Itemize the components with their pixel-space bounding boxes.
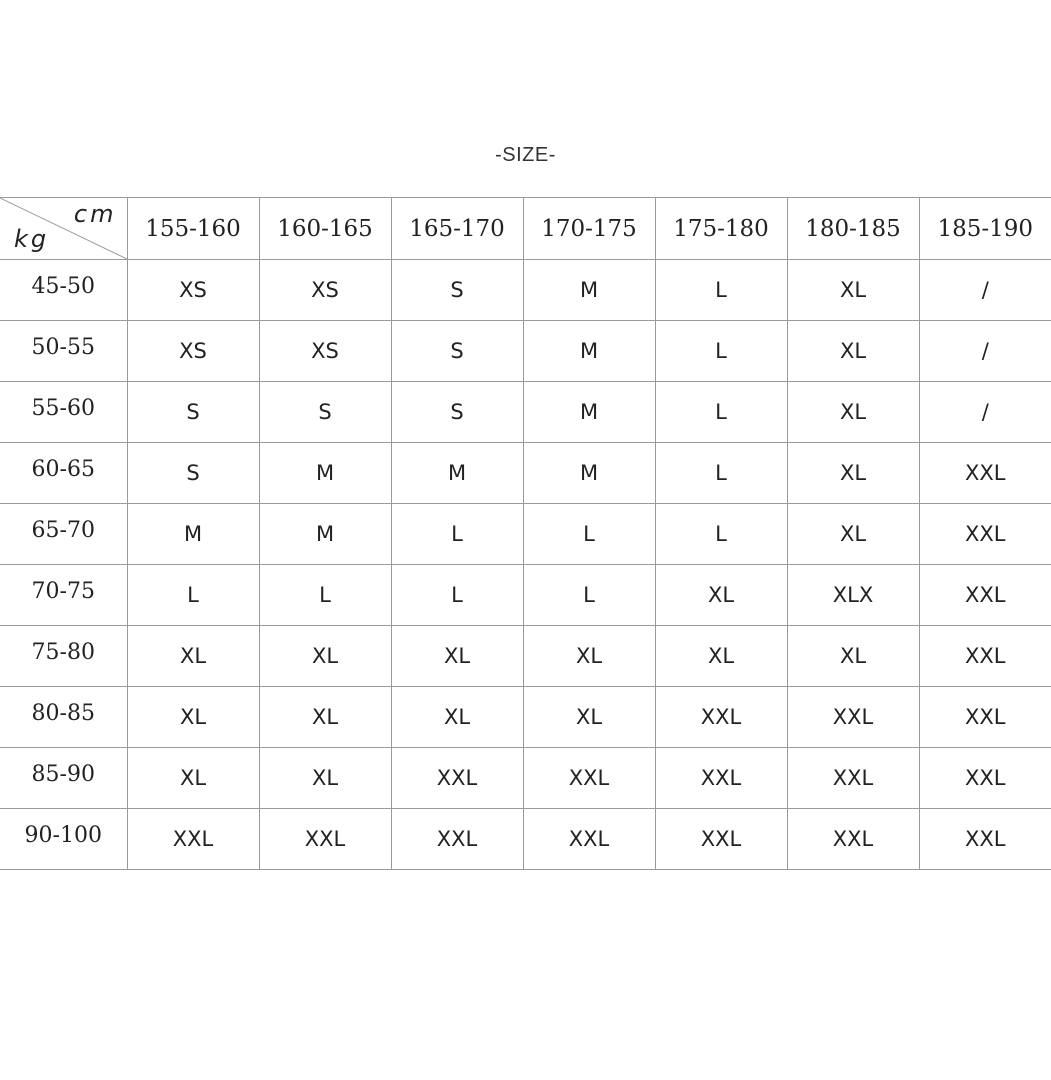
- size-cell: XL: [787, 321, 919, 382]
- table-row: [0, 748, 1051, 809]
- size-cell: S: [391, 321, 523, 382]
- size-cell: XL: [127, 626, 259, 687]
- size-cell: XXL: [391, 809, 523, 870]
- weight-range-cell: 50-55: [0, 321, 127, 382]
- weight-range-cell: 45-50: [0, 260, 127, 321]
- size-cell: XS: [259, 260, 391, 321]
- table-row: [0, 382, 1051, 443]
- size-cell: XL: [391, 626, 523, 687]
- size-cell: XL: [127, 687, 259, 748]
- height-header: 180-185: [787, 198, 919, 260]
- table-row: [0, 260, 1051, 321]
- weight-range-cell: 80-85: [0, 687, 127, 748]
- size-cell: L: [391, 504, 523, 565]
- size-cell: L: [259, 565, 391, 626]
- size-cell: L: [391, 565, 523, 626]
- size-cell: L: [523, 504, 655, 565]
- size-cell: M: [523, 382, 655, 443]
- size-cell: XL: [655, 565, 787, 626]
- size-cell: XS: [127, 260, 259, 321]
- weight-range-cell: 90-100: [0, 809, 127, 870]
- size-cell: XL: [259, 687, 391, 748]
- size-cell: XXL: [919, 687, 1051, 748]
- table-row: [0, 626, 1051, 687]
- height-header: 175-180: [655, 198, 787, 260]
- size-cell: M: [523, 443, 655, 504]
- size-cell: XS: [259, 321, 391, 382]
- table-row: [0, 565, 1051, 626]
- height-header: 155-160: [127, 198, 259, 260]
- size-cell: M: [523, 260, 655, 321]
- size-cell: XL: [259, 748, 391, 809]
- height-header: 185-190: [919, 198, 1051, 260]
- size-cell: XXL: [787, 748, 919, 809]
- size-cell: XXL: [259, 809, 391, 870]
- weight-range-cell: 55-60: [0, 382, 127, 443]
- size-cell: XL: [787, 443, 919, 504]
- size-cell: M: [391, 443, 523, 504]
- size-cell: S: [259, 382, 391, 443]
- size-cell: L: [655, 443, 787, 504]
- size-cell: XXL: [919, 504, 1051, 565]
- weight-range-cell: 65-70: [0, 504, 127, 565]
- size-cell: XXL: [523, 809, 655, 870]
- size-cell: XXL: [919, 809, 1051, 870]
- height-header: 165-170: [391, 198, 523, 260]
- weight-unit-label: kg: [14, 225, 50, 253]
- size-cell: M: [259, 504, 391, 565]
- size-cell: XLX: [787, 565, 919, 626]
- size-cell: M: [259, 443, 391, 504]
- size-cell: XXL: [655, 809, 787, 870]
- table-row: [0, 504, 1051, 565]
- size-cell: XXL: [655, 687, 787, 748]
- size-cell: XXL: [919, 565, 1051, 626]
- size-cell: /: [919, 321, 1051, 382]
- size-cell: /: [919, 382, 1051, 443]
- size-cell: S: [391, 260, 523, 321]
- size-cell: XL: [127, 748, 259, 809]
- size-cell: XL: [523, 687, 655, 748]
- size-cell: XS: [127, 321, 259, 382]
- page-title: -SIZE-: [495, 144, 556, 166]
- table-row: [0, 443, 1051, 504]
- header-row: [0, 198, 1051, 260]
- size-cell: XL: [787, 382, 919, 443]
- height-header: 170-175: [523, 198, 655, 260]
- size-cell: /: [919, 260, 1051, 321]
- size-cell: XL: [787, 504, 919, 565]
- size-cell: S: [127, 443, 259, 504]
- size-cell: XL: [259, 626, 391, 687]
- size-cell: L: [523, 565, 655, 626]
- size-cell: L: [655, 260, 787, 321]
- size-cell: XXL: [655, 748, 787, 809]
- size-cell: S: [127, 382, 259, 443]
- weight-range-cell: 70-75: [0, 565, 127, 626]
- corner-cell: [0, 198, 127, 260]
- size-cell: XXL: [787, 809, 919, 870]
- size-cell: XXL: [919, 748, 1051, 809]
- weight-range-cell: 60-65: [0, 443, 127, 504]
- size-cell: XXL: [787, 687, 919, 748]
- size-chart-table: [0, 197, 1051, 870]
- size-cell: XL: [523, 626, 655, 687]
- size-cell: L: [655, 382, 787, 443]
- size-cell: XXL: [127, 809, 259, 870]
- weight-range-cell: 75-80: [0, 626, 127, 687]
- size-cell: S: [391, 382, 523, 443]
- table-row: [0, 321, 1051, 382]
- size-cell: L: [655, 321, 787, 382]
- size-cell: XL: [655, 626, 787, 687]
- height-header: 160-165: [259, 198, 391, 260]
- size-cell: XXL: [391, 748, 523, 809]
- size-cell: XXL: [919, 626, 1051, 687]
- size-cell: XL: [787, 260, 919, 321]
- size-cell: XL: [391, 687, 523, 748]
- table-row: [0, 809, 1051, 870]
- size-cell: XXL: [523, 748, 655, 809]
- size-cell: M: [523, 321, 655, 382]
- size-cell: L: [655, 504, 787, 565]
- size-cell: M: [127, 504, 259, 565]
- size-cell: XL: [787, 626, 919, 687]
- size-cell: XXL: [919, 443, 1051, 504]
- table-row: [0, 687, 1051, 748]
- size-cell: L: [127, 565, 259, 626]
- weight-range-cell: 85-90: [0, 748, 127, 809]
- height-unit-label: cm: [73, 200, 117, 228]
